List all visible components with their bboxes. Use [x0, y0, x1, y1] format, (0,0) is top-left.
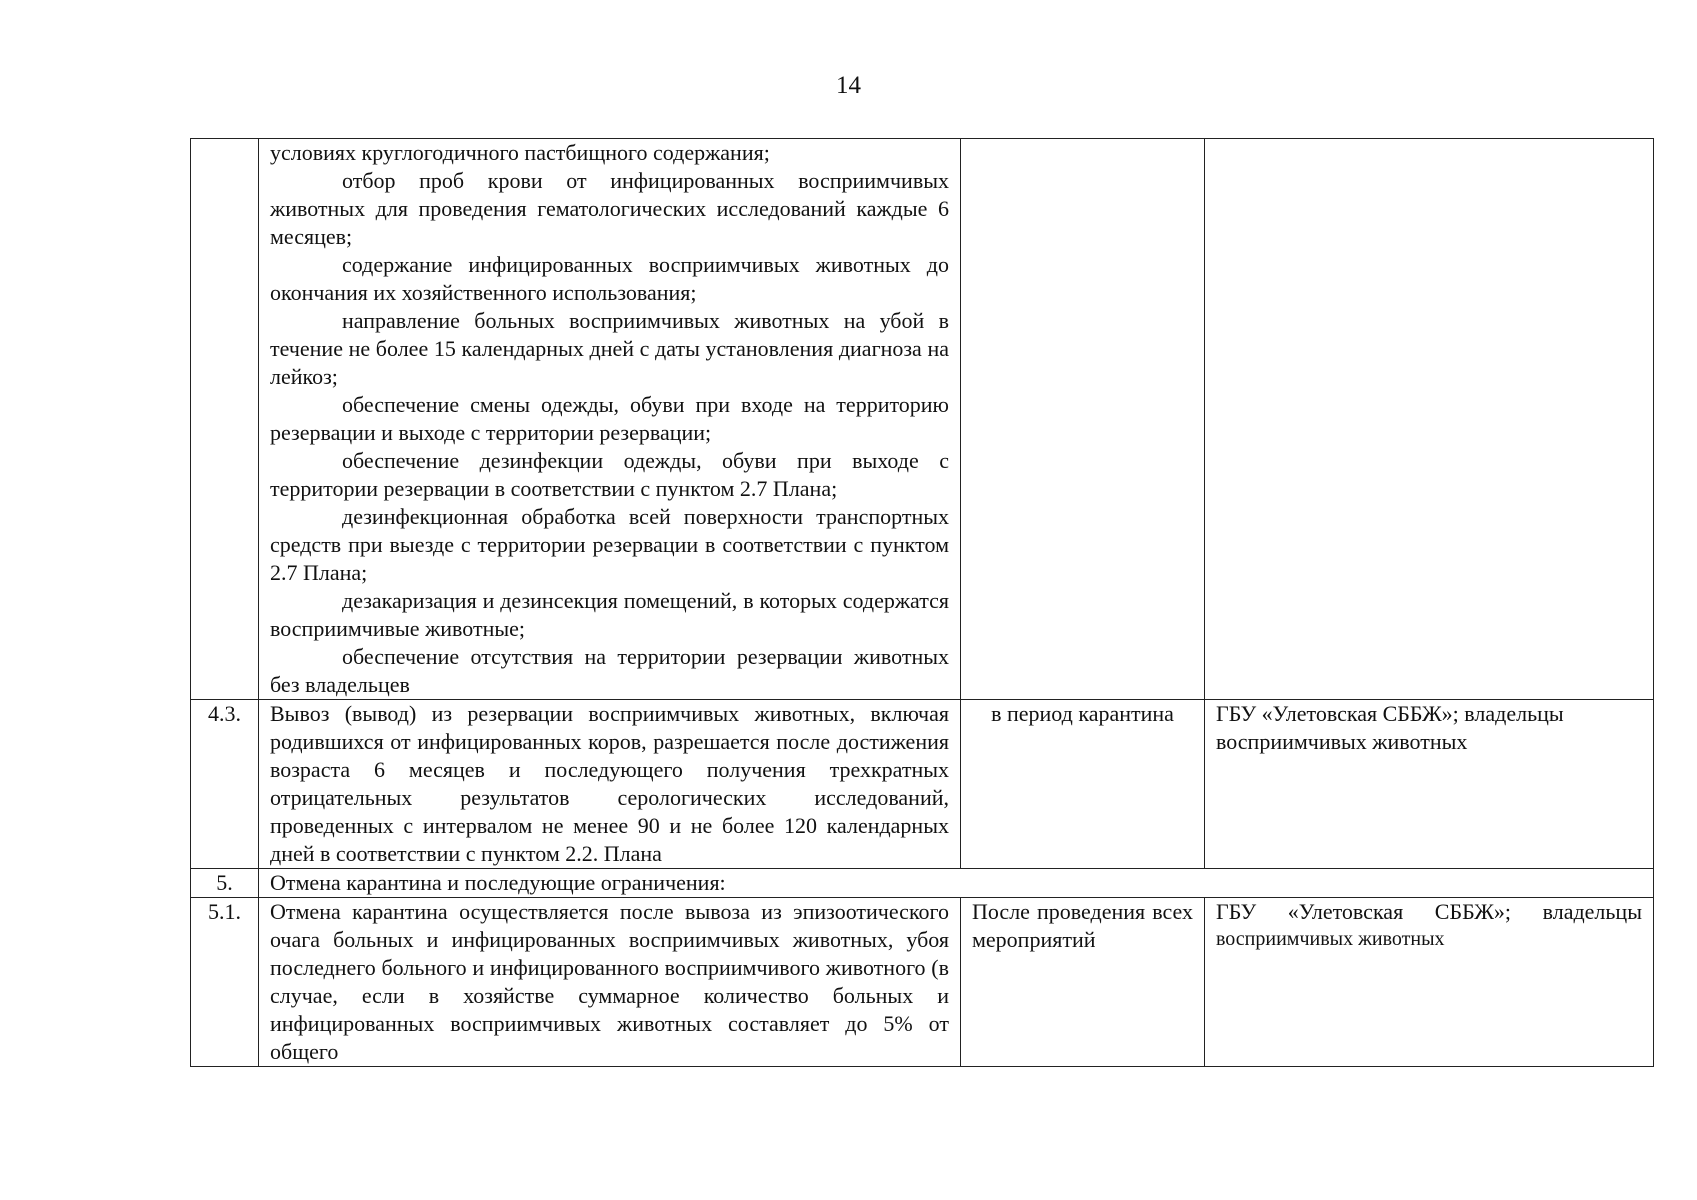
measure-paragraph: содержание инфицированных восприимчивых животных до окончания их хозяйственного использования; [270, 252, 949, 305]
measure-paragraph: направление больных восприимчивых животных на убой в течение не более 15 календарных дней с даты установления диагноза на лейкоз; [270, 308, 949, 389]
measure-paragraph: обеспечение отсутствия на территории резервации животных без владельцев [270, 644, 949, 697]
measure-paragraph: обеспечение смены одежды, обуви при входе на территорию резервации и выходе с территории резервации; [270, 392, 949, 445]
row-number-cell: 4.3. [191, 700, 259, 869]
measure-paragraph: обеспечение дезинфекции одежды, обуви при выходе с территории резервации в соответствии с пунктом 2.7 Плана; [270, 448, 949, 501]
measure-paragraph: Отмена карантина осуществляется после вывоза из эпизоотического очага больных и инфицированных восприимчивых животных, убоя последнего больного и инфицированного восприимчивого животного (в случае, если в хозяйстве суммарное количество больных и инфицированных восприимчивых животных составляет до 5% от общего [270, 899, 949, 1064]
page-number: 14 [836, 72, 861, 99]
measure-description-cell [259, 898, 961, 1067]
table-row [191, 898, 1654, 1067]
row-number-cell: 5. [191, 869, 259, 898]
measure-paragraph: дезинфекционная обработка всей поверхности транспортных средств при выезде с территории резервации в соответствии с пунктом 2.7 Плана; [270, 504, 949, 585]
term-cell: После проведения всех мероприятий [961, 898, 1205, 1067]
term-cell: в период карантина [961, 700, 1205, 869]
section-heading-cell: Отмена карантина и последующие ограничения: [259, 869, 1654, 898]
measure-paragraph: Вывоз (вывод) из резервации восприимчивых животных, включая родившихся от инфицированных коров, разрешается после достижения возраста 6 месяцев и последующего получения трехкратных отрицательных результатов серологических исследований, проведенных с интервалом не менее 90 и не более 120 календарных дней в соответствии с пунктом 2.2. Плана [270, 701, 949, 866]
measures-table [190, 138, 1654, 1067]
responsible-cell: ГБУ «Улетовская СББЖ»; владельцы восприимчивых животных [1205, 700, 1654, 869]
measure-paragraph: отбор проб крови от инфицированных восприимчивых животных для проведения гематологических исследований каждые 6 месяцев; [270, 168, 949, 249]
responsible-line: восприимчивых животных [1216, 928, 1445, 950]
table-row [191, 700, 1654, 869]
table-row [191, 869, 1654, 898]
measure-description-cell [259, 700, 961, 869]
row-number-cell [191, 139, 259, 700]
row-number-cell: 5.1. [191, 898, 259, 1067]
term-cell [961, 139, 1205, 700]
responsible-cell [1205, 898, 1654, 1067]
table-row [191, 139, 1654, 700]
responsible-line: ГБУ «Улетовская СББЖ»; владельцы [1216, 899, 1642, 924]
measure-paragraph: дезакаризация и дезинсекция помещений, в которых содержатся восприимчивые животные; [270, 588, 949, 641]
responsible-cell [1205, 139, 1654, 700]
measure-paragraph: условиях круглогодичного пастбищного содержания; [270, 140, 770, 165]
measure-description-cell [259, 139, 961, 700]
